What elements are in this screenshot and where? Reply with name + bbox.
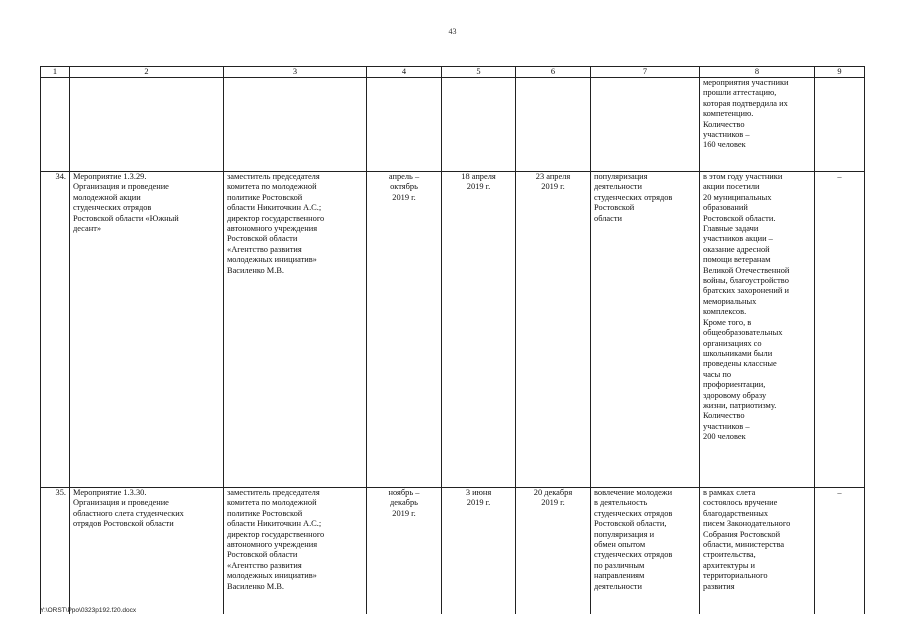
cell-line: Ростовской области «Южный: [73, 213, 179, 223]
cell-line: студенческих отрядов: [594, 550, 673, 560]
cell-line: участников –: [703, 421, 750, 431]
date-end-cell: [516, 78, 591, 172]
cell-line: Ростовской области.: [703, 213, 776, 223]
cell-line: заместитель председателя: [227, 172, 320, 181]
responsible-cell: [224, 78, 367, 172]
column-number-row: [41, 67, 865, 78]
period-cell: [367, 488, 442, 614]
cell-line: 2019 г.: [541, 182, 565, 192]
file-path-footer: Y:\ORST\Ppo\0323p192.f20.docx: [40, 607, 137, 614]
cell-line: студенческих отрядов: [73, 203, 152, 213]
cell-line: области Никиточкин А.С.;: [227, 519, 322, 529]
cell-line: участников –: [703, 130, 750, 140]
cell-line: «Агентство развития: [227, 244, 302, 254]
cell-line: обмен опытом: [594, 540, 646, 550]
cell-line: молодежных инициатив»: [227, 571, 317, 581]
goal-cell: [591, 172, 700, 488]
cell-line: 2019 г.: [392, 508, 416, 518]
cell-line: Василенко М.В.: [227, 265, 285, 275]
table-row: [41, 172, 865, 488]
cell-line: комплексов.: [703, 307, 747, 317]
cell-line: отрядов Ростовской области: [73, 519, 174, 529]
cell-line: которая подтвердила их: [703, 98, 788, 108]
cell-line: строительства,: [703, 550, 756, 560]
cell-line: 160 человек: [703, 140, 746, 150]
cell-line: Кроме того, в: [703, 317, 752, 327]
col-header-6: 6: [516, 67, 591, 78]
cell-line: в этом году участники: [703, 172, 783, 181]
cell-line: акции посетили: [703, 182, 760, 192]
cell-line: 2019 г.: [466, 182, 491, 192]
cell-line: развития: [703, 581, 735, 591]
cell-line: 23 апреля: [535, 172, 571, 181]
row-number: 34.: [41, 172, 70, 488]
col-header-7: 7: [591, 67, 700, 78]
col-header-2: 2: [70, 67, 224, 78]
row-number: [41, 78, 70, 172]
cell-line: Количество: [703, 411, 745, 421]
cell-line: компетенцию.: [703, 109, 754, 119]
goal-cell: [591, 78, 700, 172]
date-end-cell: [516, 488, 591, 614]
cell-line: Главные задачи: [703, 224, 759, 234]
goal-cell: [591, 488, 700, 614]
table-row: [41, 488, 865, 614]
cell-line: территориального: [703, 571, 768, 581]
cell-line: 2019 г.: [541, 498, 565, 508]
cell-line: Ростовской: [594, 203, 635, 213]
cell-line: 3 июня: [465, 488, 492, 497]
result-cell: [700, 488, 815, 614]
cell-line: мероприятия участники: [703, 78, 789, 87]
date-start-cell: [442, 488, 516, 614]
cell-line: комитета по молодежной: [227, 182, 317, 192]
cell-line: участников акции –: [703, 234, 773, 244]
col-header-5: 5: [442, 67, 516, 78]
cell-line: «Агентство развития: [227, 560, 302, 570]
cell-line: часы по: [703, 369, 732, 379]
cell-line: в рамках слета: [703, 488, 756, 497]
period-cell: [367, 172, 442, 488]
cell-line: писем Законодательного: [703, 519, 791, 529]
cell-line: политике Ростовской: [227, 192, 303, 202]
cell-line: автономного учреждения: [227, 224, 318, 234]
cell-line: деятельности: [594, 581, 642, 591]
cell-line: Мероприятие 1.3.29.: [73, 172, 147, 181]
cell-line: Количество: [703, 119, 745, 129]
cell-line: области Никиточкин А.С.;: [227, 203, 322, 213]
report-table: [40, 66, 865, 614]
cell-line: состоялось вручение: [703, 498, 778, 508]
page-number: 43: [448, 27, 457, 36]
cell-line: Ростовской области: [227, 234, 298, 244]
cell-line: общеобразовательных: [703, 328, 783, 338]
cell-line: ноябрь –: [388, 488, 420, 497]
table-row: [41, 78, 865, 172]
cell-line: Василенко М.В.: [227, 581, 285, 591]
cell-line: архитектуры и: [703, 560, 756, 570]
cell-line: 18 апреля: [461, 172, 496, 181]
cell-line: направлениям: [594, 571, 645, 581]
cell-line: по различным: [594, 560, 645, 570]
note-cell: –: [815, 488, 865, 614]
cell-line: 20 муниципальных: [703, 192, 772, 202]
date-start-cell: [442, 78, 516, 172]
cell-line: студенческих отрядов: [594, 192, 673, 202]
cell-line: Ростовской области,: [594, 519, 667, 529]
note-cell: –: [815, 172, 865, 488]
cell-line: Мероприятие 1.3.30.: [73, 488, 147, 497]
note-cell: [815, 78, 865, 172]
cell-line: молодежных инициатив»: [227, 255, 317, 265]
responsible-cell: [224, 488, 367, 614]
cell-line: в деятельность: [594, 498, 648, 508]
cell-line: деятельности: [594, 182, 642, 192]
cell-line: директор государственного: [227, 529, 325, 539]
result-cell: [700, 78, 815, 172]
cell-line: директор государственного: [227, 213, 325, 223]
cell-line: молодежной акции: [73, 192, 141, 202]
cell-line: апрель –: [388, 172, 420, 181]
cell-line: вовлечение молодежи: [594, 488, 673, 497]
period-cell: [367, 78, 442, 172]
result-cell: [700, 172, 815, 488]
cell-line: области, министерства: [703, 540, 785, 550]
col-header-1: 1: [41, 67, 70, 78]
cell-line: оказание адресной: [703, 244, 770, 254]
date-end-cell: [516, 172, 591, 488]
cell-line: здоровому образу: [703, 390, 767, 400]
cell-line: Организация и проведение: [73, 498, 169, 508]
col-header-3: 3: [224, 67, 367, 78]
cell-line: 200 человек: [703, 432, 746, 442]
cell-line: заместитель председателя: [227, 488, 320, 497]
event-cell: [70, 78, 224, 172]
col-header-4: 4: [367, 67, 442, 78]
cell-line: прошли аттестацию,: [703, 88, 777, 98]
cell-line: помощи ветеранам: [703, 255, 771, 265]
cell-line: Ростовской области: [227, 550, 298, 560]
col-header-9: 9: [815, 67, 865, 78]
cell-line: 2019 г.: [392, 192, 416, 202]
cell-line: школьниками были: [703, 348, 773, 358]
cell-line: политике Ростовской: [227, 508, 303, 518]
cell-line: автономного учреждения: [227, 540, 318, 550]
cell-line: войны, благоустройство: [703, 276, 789, 286]
cell-line: комитета по молодежной: [227, 498, 317, 508]
responsible-cell: [224, 172, 367, 488]
cell-line: популяризация: [594, 172, 648, 181]
cell-line: Собрания Ростовской: [703, 529, 781, 539]
cell-line: области: [594, 213, 622, 223]
cell-line: образований: [703, 203, 748, 213]
cell-line: 2019 г.: [466, 498, 491, 508]
cell-line: организациях со: [703, 338, 762, 348]
cell-line: профориентации,: [703, 380, 766, 390]
cell-line: 20 декабря: [533, 488, 573, 497]
cell-line: областного слета студенческих: [73, 508, 184, 518]
cell-line: братских захоронений и: [703, 286, 789, 296]
cell-line: проведены классные: [703, 359, 777, 369]
col-header-8: 8: [700, 67, 815, 78]
date-start-cell: [442, 172, 516, 488]
event-cell: [70, 488, 224, 614]
cell-line: декабрь: [390, 498, 418, 508]
cell-line: Великой Отечественной: [703, 265, 790, 275]
cell-line: студенческих отрядов: [594, 508, 673, 518]
cell-line: десант»: [73, 224, 102, 234]
row-number: 35.: [41, 488, 70, 614]
event-cell: [70, 172, 224, 488]
cell-line: мемориальных: [703, 296, 757, 306]
cell-line: популяризация и: [594, 529, 655, 539]
cell-line: благодарственных: [703, 508, 769, 518]
cell-line: жизни, патриотизму.: [703, 400, 777, 410]
cell-line: Организация и проведение: [73, 182, 169, 192]
cell-line: октябрь: [390, 182, 418, 192]
